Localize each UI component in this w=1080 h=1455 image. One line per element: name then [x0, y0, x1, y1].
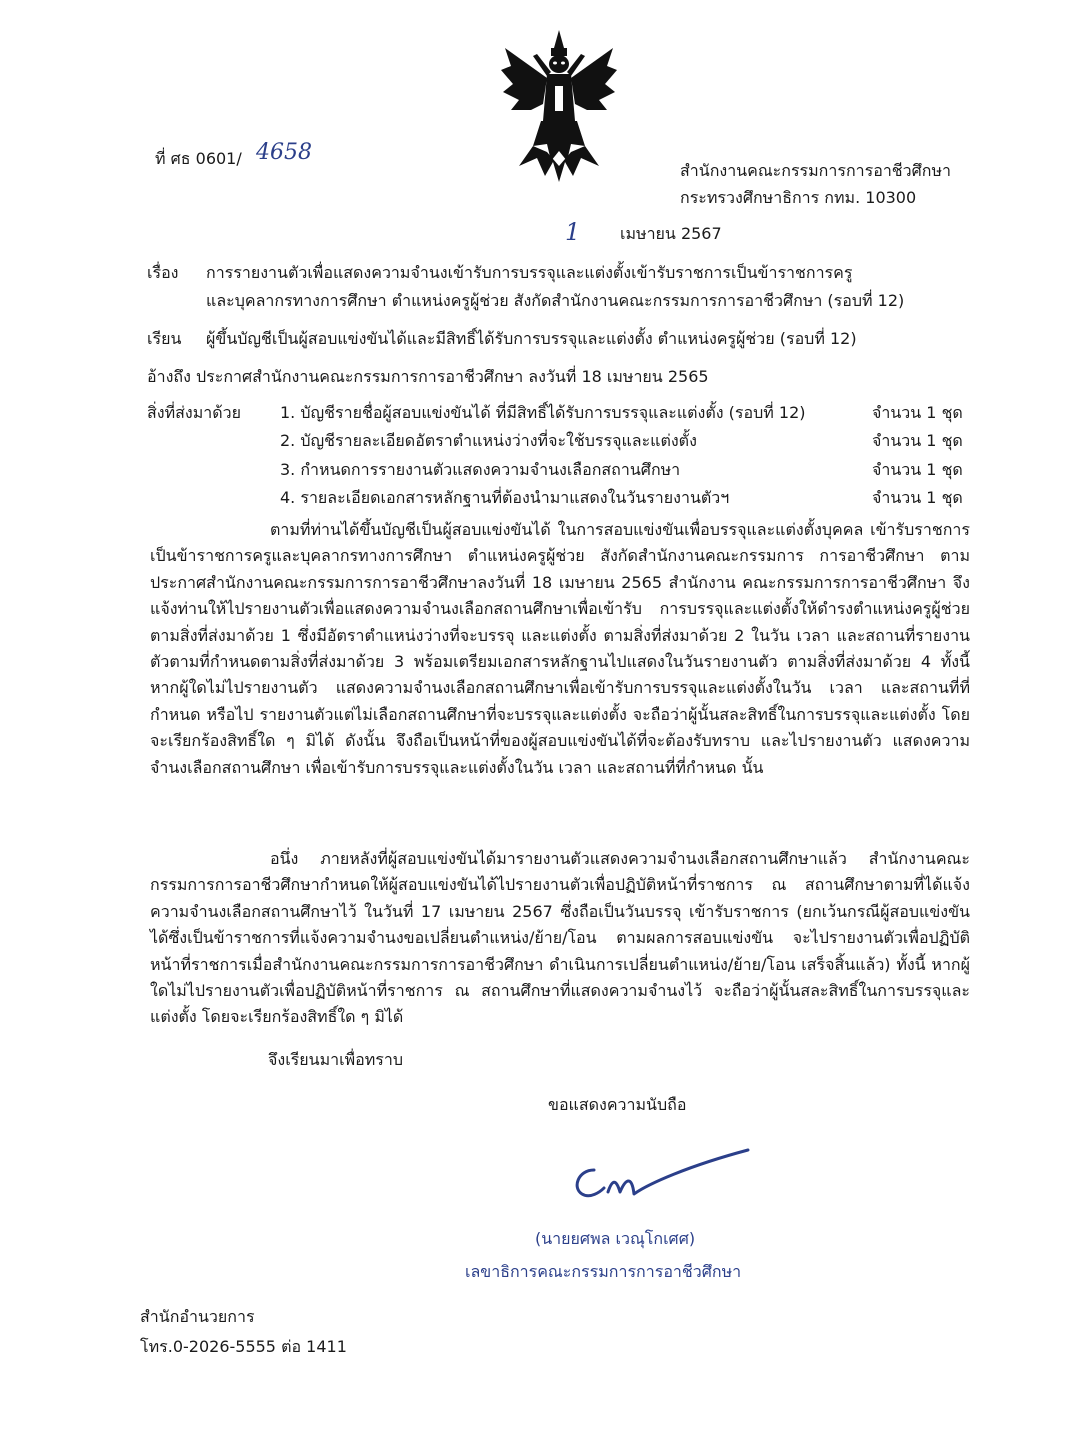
- enclosure-item: 1. บัญชีรายชื่อผู้สอบแข่งขันได้ ที่มีสิทธิ์ได้รับการบรรจุและแต่งตั้ง (รอบที่ 12): [280, 403, 806, 422]
- enclosure-item: 3. กำหนดการรายงานตัวแสดงความจำนงเลือกสถานศึกษา: [280, 460, 681, 479]
- recipient-label: เรียน: [147, 329, 182, 348]
- footer-phone: โทร.0-2026-5555 ต่อ 1411: [140, 1337, 347, 1356]
- issuing-office-address: กระทรวงศึกษาธิการ กทม. 10300: [680, 188, 917, 207]
- footer-department: สำนักอำนวยการ: [140, 1307, 255, 1326]
- subject-line-1: การรายงานตัวเพื่อแสดงความจำนงเข้ารับการบรรจุและแต่งตั้งเข้ารับราชการเป็นข้าราชการครู: [206, 263, 853, 282]
- enclosure-quantity: จำนวน 1 ชุด: [872, 460, 963, 479]
- document-number-label: ที่ ศธ 0601/: [155, 149, 242, 168]
- date-month-year: เมษายน 2567: [620, 224, 722, 243]
- recipient-text: ผู้ขึ้นบัญชีเป็นผู้สอบแข่งขันได้และมีสิทธิ์ได้รับการบรรจุและแต่งตั้ง ตำแหน่งครูผู้ช่วย (รอบที่ 12): [206, 329, 857, 348]
- body-paragraph-1: ตามที่ท่านได้ขึ้นบัญชีเป็นผู้สอบแข่งขันได้ ในการสอบแข่งขันเพื่อบรรจุและแต่งตั้งบุคคล เข้ารับราชการเป็นข้าราชการครูและบุคลากรทางการศึกษา ตำแหน่งครูผู้ช่วย สังกัดสำนักงานคณะกรรมการ การอาชีวศึกษา ตามประกาศสำนักงานคณะกรรมการการอาชีวศึกษาลงวันที่ 18 เมษายน 2565 สำนักงาน คณะกรรมการการอาชีวศึกษา จึงแจ้งท่านให้ไปรายงานตัวเพื่อแสดงความจำนงเลือกสถานศึกษาเพื่อเข้ารับ การบรรจุและแต่งตั้งให้ดำรงตำแหน่งครูผู้ช่วย ตามสิ่งที่ส่งมาด้วย 1 ซึ่งมีอัตราตำแหน่งว่างที่จะบรรจุ และแต่งตั้ง ตามสิ่งที่ส่งมาด้วย 2 ในวัน เวลา และสถานที่รายงานตัวตามที่กำหนดตามสิ่งที่ส่งมาด้วย 3 พร้อมเตรียมเอกสารหลักฐานไปแสดงในวันรายงานตัว ตามสิ่งที่ส่งมาด้วย 4 ทั้งนี้ หากผู้ใดไม่ไปรายงานตัว แสดงความจำนงเลือกสถานศึกษาเพื่อเข้ารับการบรรจุและแต่งตั้งในวัน เวลา และสถานที่ที่กำหนด หรือไป รายงานตัวแต่ไม่เลือกสถานศึกษาที่จะบรรจุและแต่งตั้ง จะถือว่าผู้นั้นสละสิทธิ์ในการบรรจุและแต่งตั้ง โดยจะเรียกร้องสิทธิ์ใด ๆ มิได้ ดังนั้น จึงถือเป็นหน้าที่ของผู้สอบแข่งขันได้ที่จะต้องรับทราบ และไปรายงานตัว แสดงความจำนงเลือกสถานศึกษา เพื่อเข้ารับการบรรจุและแต่งตั้งในวัน เวลา และสถานที่ที่กำหนด นั้น: [150, 520, 970, 777]
- date-day-handwritten: 1: [565, 218, 581, 246]
- signatory-title: เลขาธิการคณะกรรมการการอาชีวศึกษา: [465, 1262, 742, 1281]
- subject-label: เรื่อง: [147, 263, 179, 282]
- closing-line: จึงเรียนมาเพื่อทราบ: [268, 1050, 403, 1069]
- signatory-name: (นายยศพล เวณุโกเศศ): [535, 1229, 696, 1248]
- issuing-office: สำนักงานคณะกรรมการการอาชีวศึกษา: [680, 161, 952, 180]
- enclosures-label: สิ่งที่ส่งมาด้วย: [147, 403, 241, 422]
- complimentary-close: ขอแสดงความนับถือ: [548, 1095, 687, 1114]
- enclosure-quantity: จำนวน 1 ชุด: [872, 431, 963, 450]
- enclosure-quantity: จำนวน 1 ชุด: [872, 488, 963, 507]
- garuda-emblem-icon: [497, 26, 621, 186]
- reference-line: อ้างถึง ประกาศสำนักงานคณะกรรมการการอาชีวศึกษา ลงวันที่ 18 เมษายน 2565: [147, 367, 709, 386]
- subject-line-2: และบุคลากรทางการศึกษา ตำแหน่งครูผู้ช่วย สังกัดสำนักงานคณะกรรมการการอาชีวศึกษา (รอบที่ 12): [206, 291, 905, 310]
- enclosure-item: 4. รายละเอียดเอกสารหลักฐานที่ต้องนำมาแสดงในวันรายงานตัวฯ: [280, 488, 730, 507]
- handwritten-signature: [568, 1148, 758, 1208]
- enclosure-item: 2. บัญชีรายละเอียดอัตราตำแหน่งว่างที่จะใช้บรรจุและแต่งตั้ง: [280, 431, 697, 450]
- body-paragraph-2: อนึ่ง ภายหลังที่ผู้สอบแข่งขันได้มารายงานตัวแสดงความจำนงเลือกสถานศึกษาแล้ว สำนักงานคณะกรรมการการอาชีวศึกษากำหนดให้ผู้สอบแข่งขันได้ไปรายงานตัวเพื่อปฏิบัติหน้าที่ราชการ ณ สถานศึกษาตามที่ได้แจ้งความจำนงเลือกสถานศึกษาไว้ ในวันที่ 17 เมษายน 2567 ซึ่งถือเป็นวันบรรจุ เข้ารับราชการ (ยกเว้นกรณีผู้สอบแข่งขันได้ซึ่งเป็นข้าราชการที่แจ้งความจำนงขอเปลี่ยนตำแหน่ง/ย้าย/โอน ตามผลการสอบแข่งขัน จะไปรายงานตัวเพื่อปฏิบัติหน้าที่ราชการเมื่อสำนักงานคณะกรรมการการอาชีวศึกษา ดำเนินการเปลี่ยนตำแหน่ง/ย้าย/โอน เสร็จสิ้นแล้ว) ทั้งนี้ หากผู้ใดไม่ไปรายงานตัวเพื่อปฏิบัติหน้าที่ราชการ ณ สถานศึกษาที่แสดงความจำนงไว้ จะถือว่าผู้นั้นสละสิทธิ์ในการบรรจุและแต่งตั้ง โดยจะเรียกร้องสิทธิ์ใด ๆ มิได้: [150, 849, 970, 1027]
- enclosure-quantity: จำนวน 1 ชุด: [872, 403, 963, 422]
- document-number-handwritten: 4658: [256, 140, 312, 165]
